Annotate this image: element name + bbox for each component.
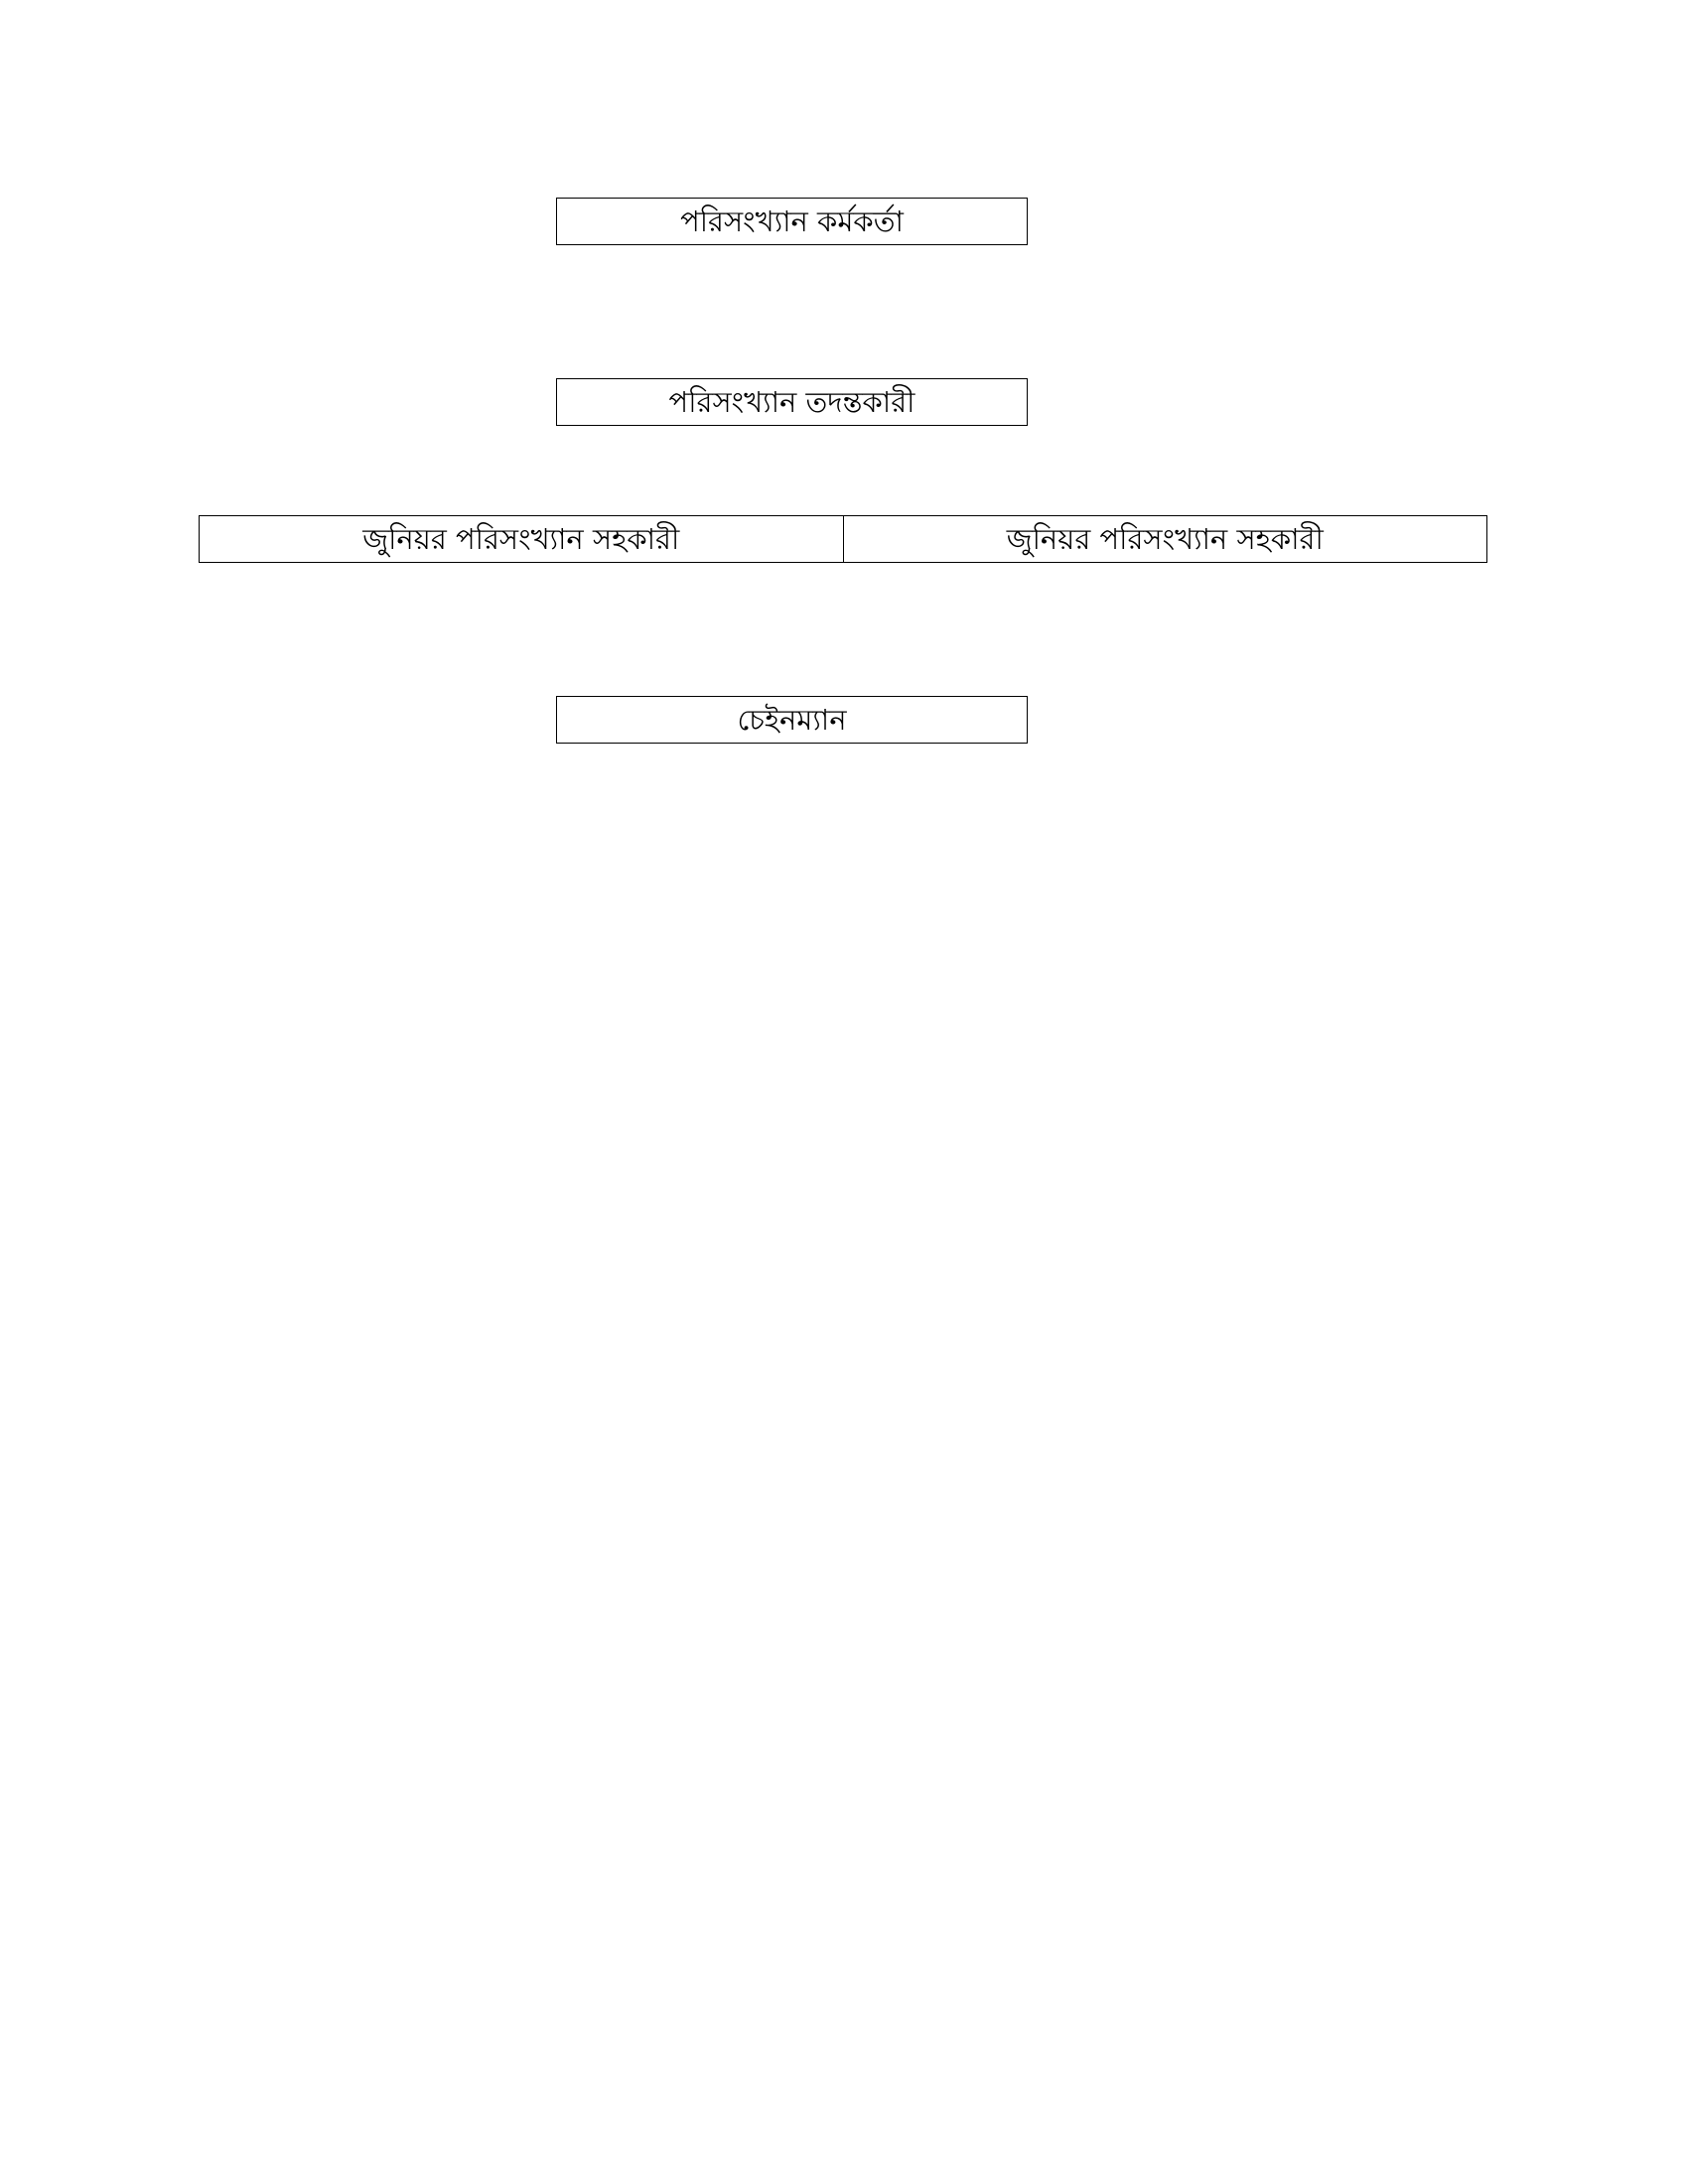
box-chainman-label: চেইনম্যান <box>737 702 847 737</box>
cell-junior-statistics-assistant-2 <box>843 516 1487 562</box>
box-statistics-officer-label: পরিসংখ্যান কর্মকর্তা <box>680 204 904 238</box>
box-statistics-investigator-label: পরিসংখ্যান তদন্তকারী <box>668 384 915 419</box>
box-chainman <box>556 696 1028 744</box>
box-statistics-officer <box>556 198 1028 245</box>
box-statistics-investigator <box>556 378 1028 426</box>
cell-junior-statistics-assistant-2-label: জুনিয়র পরিসংখ্যান সহকারী <box>1006 521 1324 556</box>
cell-junior-statistics-assistant-1-label: জুনিয়র পরিসংখ্যান সহকারী <box>362 521 680 556</box>
row-junior-statistics-assistants <box>199 515 1487 563</box>
cell-junior-statistics-assistant-1 <box>200 516 843 562</box>
